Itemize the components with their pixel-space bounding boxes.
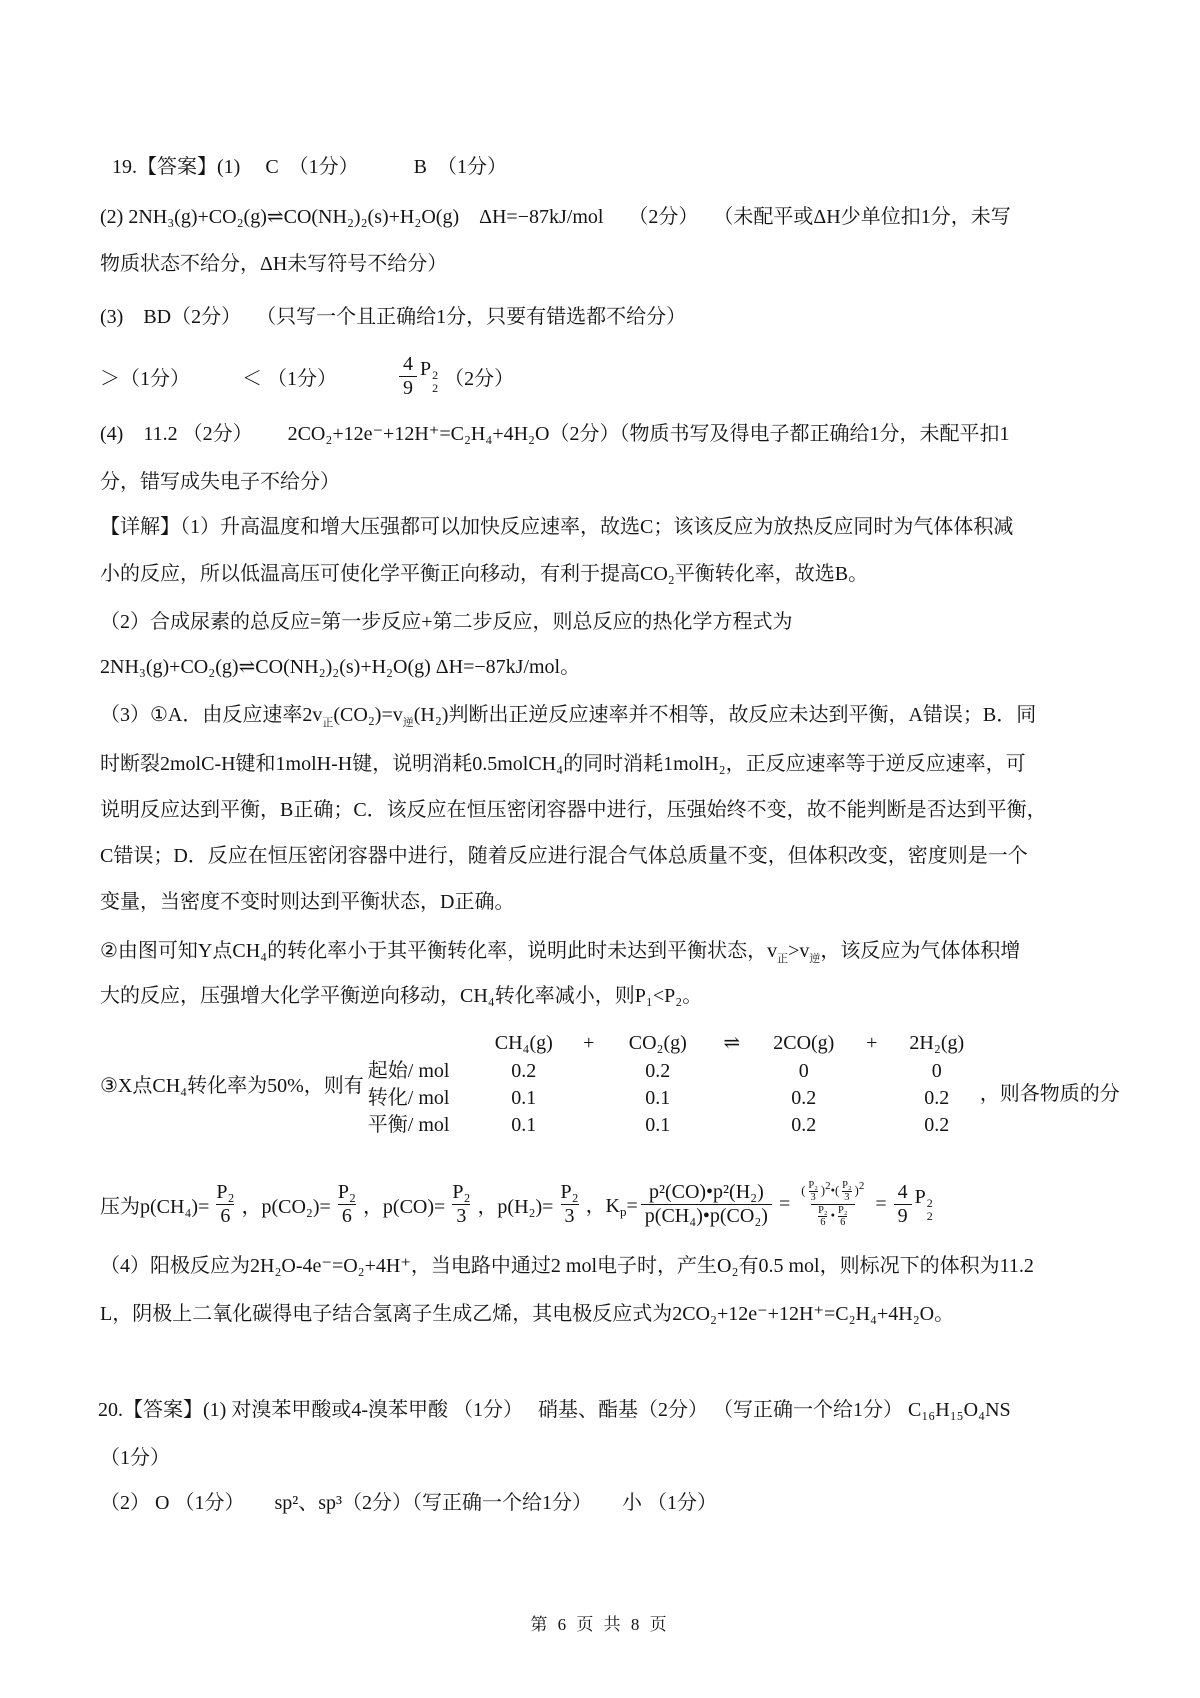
q19-detail-3b: 时断裂2molC-H键和1molH-H键，说明消耗0.5molCH₄的同时消耗1molH₂，正反应速率等于逆反应速率，可 [100, 753, 1026, 775]
q19-detail-2b-equation: 2NH₃(g)+CO₂(g)⇌CO(NH₂)₂(s)+H₂O(g) ΔH=−87kJ/mol。 [100, 656, 581, 678]
q20-answer-line3: （2） O （1分） sp²、sp³（2分）（写正确一个给1分） 小 （1分） [100, 1492, 718, 1514]
ice-value: 0.2 [791, 1087, 817, 1109]
q19-detail-3e: 变量，当密度不变时则达到平衡状态，D正确。 [100, 891, 515, 913]
q19-answer-line1: 19.【答案】(1) C （1分） B （1分） [112, 156, 507, 178]
ice-table [368, 1028, 980, 1139]
fraction-4-9: $\frac{4}{9}$ [894, 1181, 912, 1228]
q19-detail-3a: （3）①A．由反应速率$2v_正(CO_2)=v_逆(H_2)$判断出正逆反应速率并不相等，故反应未达到平衡，A错误；B．同 [100, 704, 1037, 729]
gt-answer: ＞（1分） [100, 367, 190, 390]
ice-row-label: 转化/ mol [367, 1087, 450, 1109]
kp-symbol: ，$K_p=$ [585, 1194, 638, 1219]
plus-sign: + [866, 1032, 878, 1054]
fraction-p2-3: $\frac{\text{P₂}}{3}$ [560, 1180, 579, 1227]
q19-answer-line7: 分，错写成失电子不给分） [100, 471, 340, 493]
q19-answer-line3: 物质状态不给分，ΔH未写符号不给分） [100, 253, 448, 275]
p2-squared-symbol: P 2 2 [914, 1185, 933, 1223]
species-2h2: 2H₂(g) [909, 1032, 965, 1054]
q19-detail-2a: （2）合成尿素的总反应=第一步反应+第二步反应，则总反应的热化学方程式为 [100, 611, 793, 633]
ice-value: 0.2 [511, 1060, 537, 1082]
ice-value: 0 [798, 1060, 809, 1082]
fraction-p2-6: $\frac{\text{P₂}}{6}$ [216, 1180, 235, 1227]
v-forward-subscript: 正 [322, 717, 334, 729]
q19-detail-3d: C错误；D．反应在恒压密闭容器中进行，随着反应进行混合气体总质量不变，但体积改变，密度则是一个 [100, 845, 1028, 867]
ice-value: 0.1 [511, 1114, 537, 1136]
q19-detail-1a: 【详解】（1）升高温度和增大压强都可以加快反应速率，故选C；该该反应为放热反应同时为气体体积减 [100, 516, 1014, 538]
ice-table-block [100, 1028, 1120, 1139]
q19-detail-3f: ②由图可知Y点CH₄的转化率小于其平衡转化率，说明此时未达到平衡状态，$v_正>v_逆$，该反应为气体体积增 [100, 940, 1021, 965]
p2-squared-symbol: P 2 2 [420, 357, 439, 395]
ice-value: 0.2 [645, 1060, 671, 1082]
q19-answer-line4: (3) BD（2分） （只写一个且正确给1分，只要有错选都不给分） [100, 306, 687, 328]
ice-value: 0.1 [511, 1087, 537, 1109]
q19-answer-line6-electrode: (4) 11.2 （2分） 2CO₂+12e⁻+12H⁺=C₂H₄+4H₂O（2分）（物质书写及得电子都正确给1分，未配平扣1 [100, 423, 1010, 445]
v-forward-subscript: 正 [777, 953, 789, 965]
q20-answer-line1: 20.【答案】(1) 对溴苯甲酸或4-溴苯甲酸 （1分） 硝基、酯基（2分） （写正确一个给1分） C₁₆H₁₅O₄NS [98, 1399, 1011, 1421]
fraction-4-9: $\frac{4}{9}$ [399, 353, 417, 400]
v-reverse-subscript: 逆 [809, 953, 821, 965]
kp-formula-row: 压为p(CH₄)= $\frac{\text{P₂}}{6}$ ，p(CO₂)= $\frac{\text{P₂}}{6}$ ，p(CO)= $\frac{\text{P₂}}{3}$ ，p(H₂)= $\frac{\text{P₂}}{3}$ ，$K_p=$ $\frac{\text{p²(CO)•p²(H₂)}}{\text{p(CH₄)•p(CO₂)}}$ = ( $\frac{\text{P₂}}{3}$ )$^2$•( $\frac{\text{P₂}}{3}$ )$^2$ $\frac{\text{P₂}}{6}$ • $\frac{\text{P₂}}{6}$ = $\frac{4}{9}$ P 2 2 [100, 1180, 933, 1228]
species-ch4: CH₄(g) [494, 1032, 553, 1054]
kp-expression-fraction: $\frac{\text{p²(CO)•p²(H₂)}}{\text{p(CH₄)•p(CO₂)}}$ [641, 1181, 772, 1228]
q19-detail-4a: （4）阳极反应为2H₂O-4e⁻=O₂+4H⁺，当电路中通过2 mol电子时，产生O₂有0.5 mol，则标况下的体积为11.2 [100, 1255, 1034, 1277]
lt-answer: ＜ （1分） [242, 367, 337, 390]
ice-left-text: ③X点CH₄转化率为50%，则有 [100, 1075, 364, 1097]
ice-value: 0.2 [791, 1114, 817, 1136]
q19-answer-line2-equation: (2) 2NH₃(g)+CO₂(g)⇌CO(NH₂)₂(s)+H₂O(g) ΔH=−87kJ/mol （2分） （未配平或ΔH少单位扣1分，未写 [100, 206, 1011, 228]
fraction-p2-6: $\frac{\text{P₂}}{6}$ [337, 1180, 356, 1227]
kp-numeric-fraction: ( $\frac{\text{P₂}}{3}$ )$^2$•( $\frac{\text{P₂}}{3}$ )$^2$ $\frac{\text{P₂}}{6}$ • $\frac{\text{P₂}}{6}$ [801, 1180, 865, 1228]
score-2pt: （2分） [444, 367, 515, 390]
species-2co: 2CO(g) [773, 1032, 835, 1054]
q19-detail-4b: L，阴极上二氧化碳得电子结合氢离子生成乙烯，其电极反应式为2CO₂+12e⁻+12H⁺=C₂H₄+4H₂O。 [100, 1303, 955, 1325]
q20-answer-line2: （1分） [100, 1447, 170, 1469]
equilibrium-arrow: ⇌ [723, 1032, 741, 1054]
ice-value: 0.1 [645, 1087, 671, 1109]
page-number-footer: 第 6 页 共 8 页 [530, 1615, 670, 1634]
ice-row-label: 起始/ mol [367, 1060, 450, 1082]
plus-sign: + [583, 1032, 595, 1054]
ice-value: 0.2 [924, 1114, 950, 1136]
ice-row-label: 平衡/ mol [367, 1114, 450, 1136]
ice-value: 0.2 [924, 1087, 950, 1109]
ice-value: 0 [931, 1060, 942, 1082]
ice-value: 0.1 [645, 1114, 671, 1136]
species-co2: CO₂(g) [628, 1032, 687, 1054]
q19-detail-3c: 说明反应达到平衡，B正确；C．该反应在恒压密闭容器中进行，压强始终不变，故不能判断是否达到平衡， [100, 799, 1047, 821]
v-reverse-subscript: 逆 [402, 717, 414, 729]
q19-detail-3g: 大的反应，压强增大化学平衡逆向移动，CH₄转化率减小，则P₁<P₂。 [100, 985, 703, 1007]
q19-answer-line5 [100, 348, 514, 404]
ice-right-text: ，则各物质的分 [979, 1083, 1120, 1105]
q19-detail-1b: 小的反应，所以低温高压可使化学平衡正向移动，有利于提高CO₂平衡转化率，故选B。 [100, 563, 869, 585]
fraction-p2-3: $\frac{\text{P₂}}{3}$ [452, 1180, 471, 1227]
